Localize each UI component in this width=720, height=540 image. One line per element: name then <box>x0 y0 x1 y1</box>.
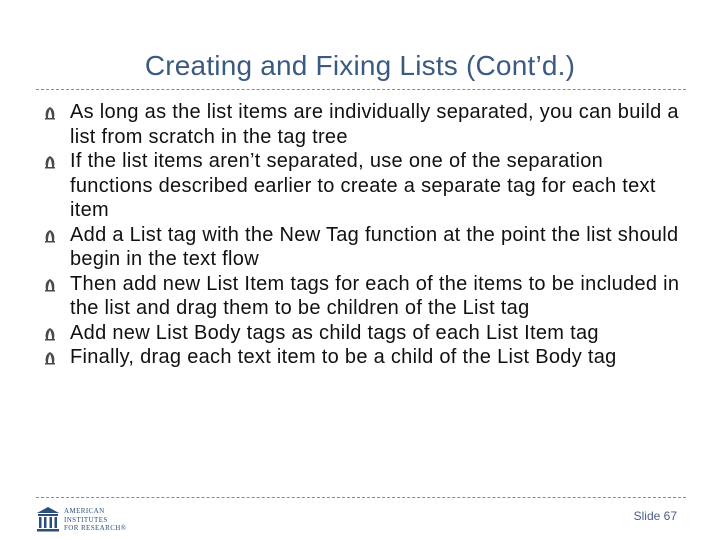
leaf-bullet-icon <box>44 106 56 120</box>
logo-line: AMERICAN <box>64 507 105 515</box>
bullet-text: Add a List tag with the New Tag function at the point the list should begin in the text flow <box>70 223 679 270</box>
leaf-bullet-icon <box>44 351 56 365</box>
organization-logo <box>36 506 146 536</box>
bullet-text: As long as the list items are individually separated, you can build a list from scratch in the tag tree <box>70 101 679 148</box>
title-divider <box>36 89 686 90</box>
bullet-item <box>44 149 684 223</box>
bullet-text: Then add new List Item tags for each of the items to be included in the list and drag them to be children of the List tag <box>70 272 680 319</box>
bullet-item <box>44 272 684 321</box>
bullet-text: Finally, drag each text item to be a child of the List Body tag <box>70 346 617 368</box>
slide-title: Creating and Fixing Lists (Cont’d.) <box>144 50 576 81</box>
leaf-bullet-icon <box>44 278 56 292</box>
leaf-bullet-icon <box>44 155 56 169</box>
bullet-item <box>44 223 684 272</box>
bullet-item <box>44 100 684 149</box>
leaf-bullet-icon <box>44 327 56 341</box>
footer-divider <box>36 497 686 498</box>
column-building-icon <box>36 506 60 532</box>
bullet-item <box>44 345 684 370</box>
bullet-text: If the list items aren’t separated, use one of the separation functions described earlier to create a separate tag for each text item <box>70 150 656 221</box>
bullet-item <box>44 321 684 346</box>
leaf-bullet-icon <box>44 229 56 243</box>
logo-line: FOR RESEARCH® <box>64 524 127 532</box>
slide-number: Slide 67 <box>633 509 677 523</box>
logo-wordmark <box>64 507 126 533</box>
bullet-list <box>44 100 684 370</box>
bullet-text: Add new List Body tags as child tags of each List Item tag <box>70 321 599 344</box>
logo-line: INSTITUTES <box>64 515 108 524</box>
